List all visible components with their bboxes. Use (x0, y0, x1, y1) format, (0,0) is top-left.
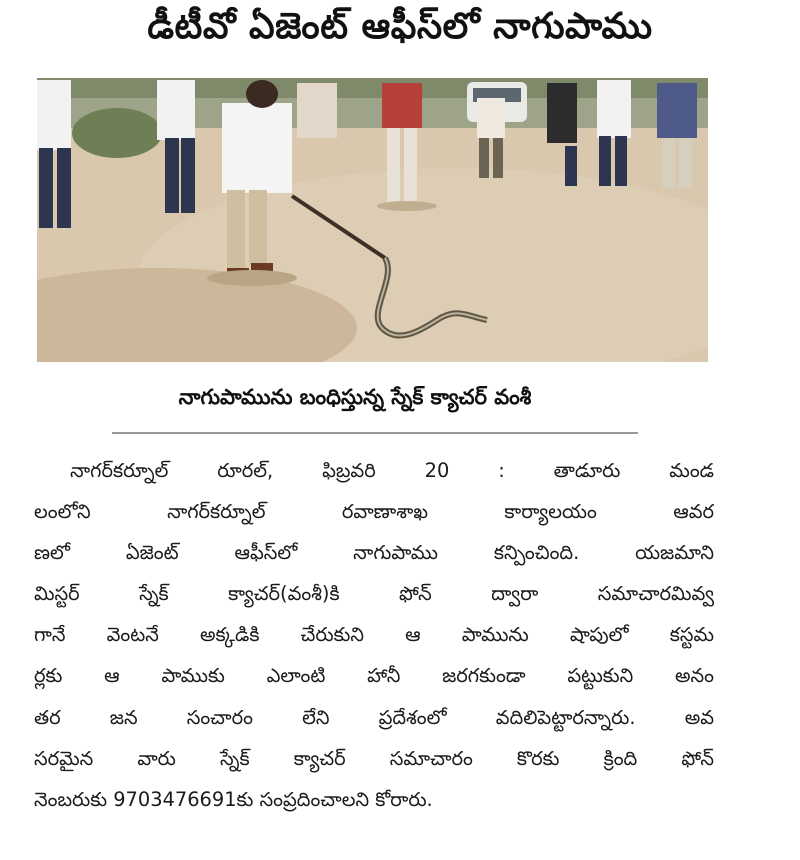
body-line: లంలోని నాగర్‌కర్నూల్ రవాణాశాఖ కార్యాలయం ఆవర (34, 500, 714, 524)
news-photo (37, 78, 708, 362)
body-line: నెంబరుకు 9703476691కు సంప్రదించాలని కోరారు. (34, 787, 433, 811)
body-line: ణలో ఏజెంట్ ఆఫీస్‌లో నాగుపాము కన్పించింది. యజమాని (34, 541, 714, 565)
body-line: మిస్టర్ స్నేక్ క్యాచర్(వంశీ)కి ఫోన్ ద్వారా సమాచారమివ్వ (34, 582, 714, 606)
article-headline: డీటీవో ఏజెంట్ ఆఫీస్‌లో నాగుపాము (147, 6, 653, 47)
article-body (34, 450, 714, 820)
body-line: తర జన సంచారం లేని ప్రదేశంలో వదిలిపెట్టారన్నారు. అవ (34, 705, 714, 729)
body-line: ర్లకు ఆ పాముకు ఎలాంటి హానీ జరగకుండా పట్టుకుని అనం (34, 664, 714, 688)
body-line: నాగర్‌కర్నూల్ రూరల్, ఫిబ్రవరి 20 : తాడూరు మండ (70, 459, 714, 482)
photo-caption: నాగుపామును బంధిస్తున్న స్నేక్ క్యాచర్ వంశీ (178, 385, 532, 409)
body-line: గానే వెంటనే అక్కడికి చేరుకుని ఆ పామును షాపులో కస్టమ (34, 623, 714, 647)
caption-divider (112, 432, 638, 434)
body-line: సరమైన వారు స్నేక్ క్యాచర్ సమాచారం కొరకు క్రింది ఫోన్ (34, 746, 714, 770)
